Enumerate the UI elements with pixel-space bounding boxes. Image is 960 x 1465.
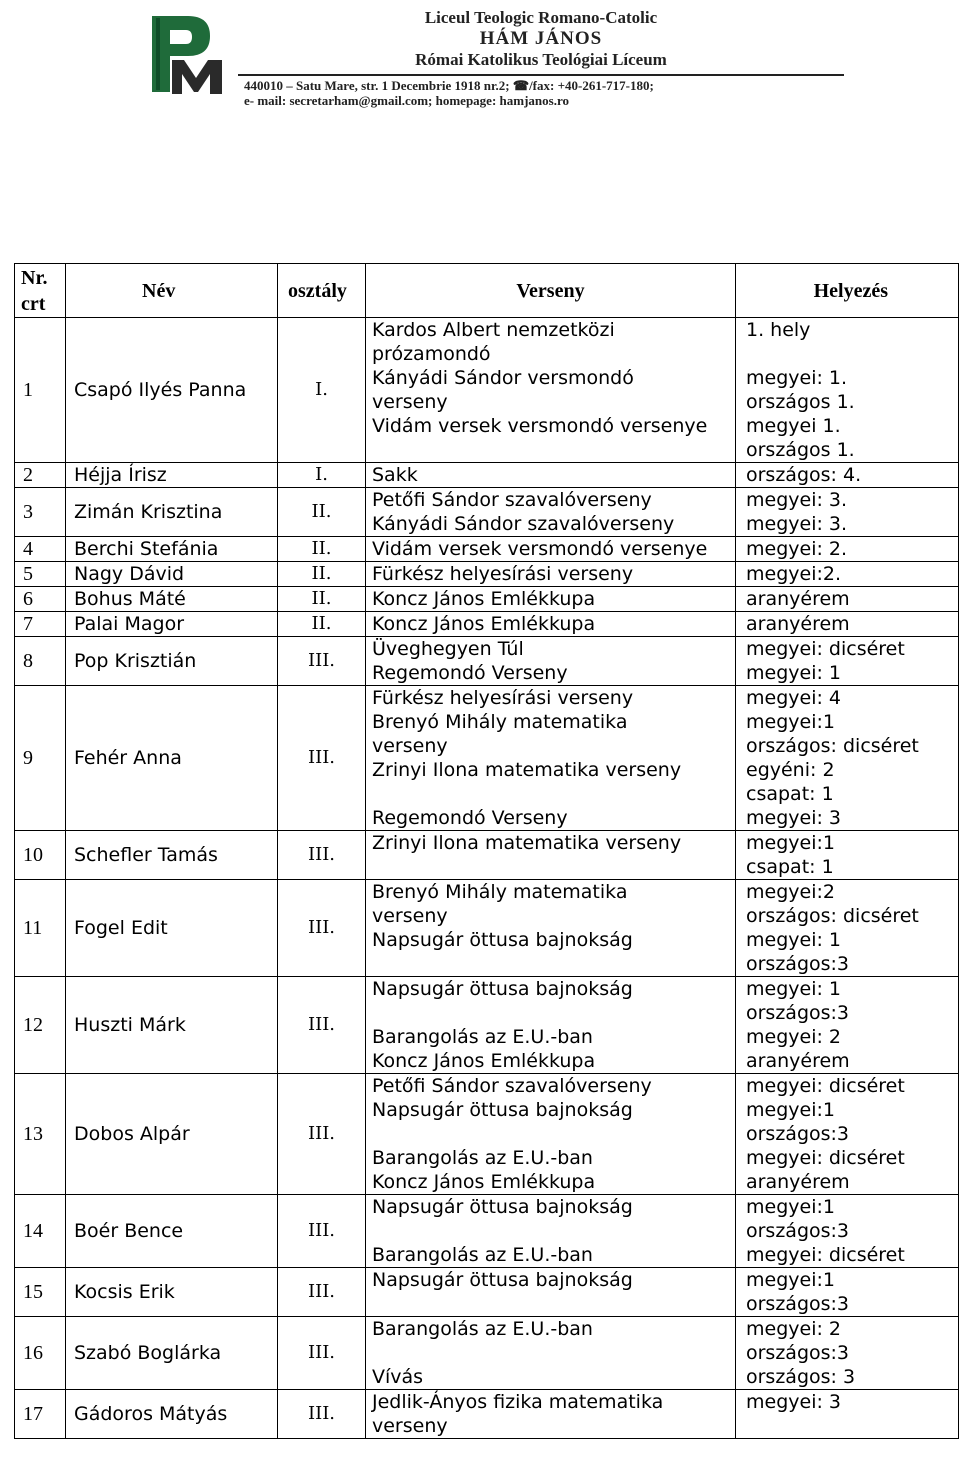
row-number: 3 (15, 488, 66, 537)
class-level: III. (278, 686, 366, 831)
placement-line: aranyérem (746, 588, 850, 610)
competition-line: Regemondó Verseny (372, 807, 568, 829)
competition-line: Koncz János Emlékkupa (372, 588, 596, 610)
placement-line: megyei:1 (746, 832, 835, 854)
competition-line: Zrinyi Ilona matematika verseny (372, 759, 682, 781)
row-number: 14 (15, 1195, 66, 1268)
placement-line: megyei: 2 (746, 1026, 841, 1048)
row-number: 13 (15, 1074, 66, 1195)
class-level: II. (278, 488, 366, 537)
placement-line: országos 1. (746, 439, 855, 461)
competition-line: Vívás (372, 1366, 424, 1388)
placement-cell (736, 1074, 959, 1195)
placement-line: országos:3 (746, 1293, 850, 1315)
school-name-hungarian: Római Katolikus Teológiai Líceum (415, 50, 667, 69)
class-level: III. (278, 637, 366, 686)
competition-cell (366, 880, 736, 977)
placement-line: megyei:2 (746, 881, 835, 903)
placement-cell (736, 1268, 959, 1317)
placement-line: csapat: 1 (746, 856, 834, 878)
row-number: 12 (15, 977, 66, 1074)
row-number: 2 (15, 463, 66, 488)
school-name-block (236, 8, 846, 108)
student-name: Palai Magor (66, 612, 278, 637)
header-nev: Név (66, 264, 278, 318)
competition-line: prózamondó (372, 343, 491, 365)
placement-line: megyei: dicséret (746, 1147, 905, 1169)
table-row (15, 587, 959, 612)
placement-line: megyei:1 (746, 1196, 835, 1218)
competition-line (372, 1122, 729, 1146)
competition-cell (366, 1317, 736, 1390)
placement-line: megyei: dicséret (746, 638, 905, 660)
competition-line: verseny (372, 391, 448, 413)
class-level: I. (278, 318, 366, 463)
placement-line: országos:3 (746, 1220, 850, 1242)
row-number: 4 (15, 537, 66, 562)
placement-cell (736, 880, 959, 977)
student-name: Nagy Dávid (66, 562, 278, 587)
placement-line: megyei: 2 (746, 1318, 841, 1340)
table-row (15, 1195, 959, 1268)
address-line: 440010 – Satu Mare, str. 1 Decembrie 1918 nr.2; ☎/fax: +40-261-717-180; (244, 78, 654, 93)
class-level: III. (278, 880, 366, 977)
student-name: Huszti Márk (66, 977, 278, 1074)
school-name: HÁM JÁNOS (479, 28, 603, 49)
competition-line: Brenyó Mihály matematika (372, 881, 628, 903)
placement-line: egyéni: 2 (746, 759, 835, 781)
placement-cell (736, 463, 959, 488)
competition-line: Koncz János Emlékkupa (372, 613, 596, 635)
competition-line: Koncz János Emlékkupa (372, 1050, 596, 1072)
header-helyezes: Helyezés (736, 264, 959, 318)
competition-line: Koncz János Emlékkupa (372, 1171, 596, 1193)
class-level: I. (278, 463, 366, 488)
competition-line: Napsugár öttusa bajnokság (372, 929, 633, 951)
header-osztaly: osztály (278, 264, 366, 318)
class-level: II. (278, 587, 366, 612)
placement-line: megyei: 1 (746, 929, 841, 951)
competition-line: Napsugár öttusa bajnokság (372, 978, 633, 1000)
table-row (15, 1074, 959, 1195)
competition-cell (366, 1074, 736, 1195)
competition-cell (366, 612, 736, 637)
student-name: Csapó Ilyés Panna (66, 318, 278, 463)
row-number: 9 (15, 686, 66, 831)
class-level: III. (278, 1074, 366, 1195)
placement-line: megyei:1 (746, 1099, 835, 1121)
row-number: 11 (15, 880, 66, 977)
competition-cell (366, 318, 736, 463)
competition-line: Vidám versek versmondó versenye (372, 538, 708, 560)
student-name: Héjja Írisz (66, 463, 278, 488)
class-level: III. (278, 1268, 366, 1317)
placement-line: országos: 3 (746, 1366, 856, 1388)
placement-cell (736, 637, 959, 686)
letterhead (0, 0, 960, 120)
competition-cell (366, 463, 736, 488)
competition-cell (366, 1268, 736, 1317)
competition-line: Barangolás az E.U.-ban (372, 1147, 593, 1169)
competition-cell (366, 587, 736, 612)
placement-line: aranyérem (746, 1171, 850, 1193)
competition-cell (366, 537, 736, 562)
class-level: II. (278, 562, 366, 587)
competition-cell (366, 1195, 736, 1268)
competition-line: Kardos Albert nemzetközi (372, 319, 615, 341)
competition-line (372, 1219, 729, 1243)
table-body (15, 318, 959, 1439)
competition-line (372, 782, 729, 806)
student-name: Zimán Krisztina (66, 488, 278, 537)
header-nr: Nr. crt (15, 264, 66, 318)
student-name: Szabó Boglárka (66, 1317, 278, 1390)
student-name: Schefler Tamás (66, 831, 278, 880)
row-number: 7 (15, 612, 66, 637)
placement-line: megyei:2. (746, 563, 841, 585)
student-name: Pop Krisztián (66, 637, 278, 686)
row-number: 8 (15, 637, 66, 686)
table-row (15, 537, 959, 562)
placement-line: megyei:1 (746, 711, 835, 733)
class-level: III. (278, 1317, 366, 1390)
competition-line (372, 1341, 729, 1365)
row-number: 16 (15, 1317, 66, 1390)
competition-line: verseny (372, 1415, 448, 1437)
placement-line: megyei: 3 (746, 807, 841, 829)
competition-line (372, 1001, 729, 1025)
placement-line: megyei: 4 (746, 687, 841, 709)
contact-info (236, 78, 846, 108)
placement-cell (736, 587, 959, 612)
student-name: Gádoros Mátyás (66, 1390, 278, 1439)
competition-line: Regemondó Verseny (372, 662, 568, 684)
placement-line: országos:3 (746, 1002, 850, 1024)
table-row (15, 318, 959, 463)
placement-line: megyei: dicséret (746, 1244, 905, 1266)
table-row (15, 488, 959, 537)
placement-line: megyei: 3. (746, 489, 848, 511)
table-row (15, 686, 959, 831)
school-logo-icon (138, 8, 230, 100)
competition-line: Napsugár öttusa bajnokság (372, 1196, 633, 1218)
table-row (15, 977, 959, 1074)
row-number: 1 (15, 318, 66, 463)
competition-line: Napsugár öttusa bajnokság (372, 1269, 633, 1291)
placement-line: megyei: 3. (746, 513, 848, 535)
competition-line: Fürkész helyesírási verseny (372, 687, 634, 709)
competition-cell (366, 562, 736, 587)
placement-line: aranyérem (746, 1050, 850, 1072)
header-divider (238, 74, 844, 76)
competition-line: Fürkész helyesírási verseny (372, 563, 634, 585)
class-level: II. (278, 537, 366, 562)
competition-line: Kányádi Sándor versmondó (372, 367, 634, 389)
placement-line: megyei: 1 (746, 978, 841, 1000)
placement-line: megyei: dicséret (746, 1075, 905, 1097)
table-row (15, 880, 959, 977)
competition-cell (366, 1390, 736, 1439)
class-level: III. (278, 1390, 366, 1439)
placement-cell (736, 686, 959, 831)
placement-line: országos 1. (746, 391, 855, 413)
email-line: e- mail: secretarham@gmail.com; homepage: hamjanos.ro (244, 93, 569, 108)
student-name: Kocsis Erik (66, 1268, 278, 1317)
competition-line: Zrinyi Ilona matematika verseny (372, 832, 682, 854)
row-number: 17 (15, 1390, 66, 1439)
table-row (15, 612, 959, 637)
class-level: III. (278, 831, 366, 880)
competition-line: Barangolás az E.U.-ban (372, 1026, 593, 1048)
placement-cell (736, 977, 959, 1074)
table-row (15, 1317, 959, 1390)
competition-line: Vidám versek versmondó versenye (372, 415, 708, 437)
competition-line: Brenyó Mihály matematika (372, 711, 628, 733)
competition-line: Jedlik-Ányos fizika matematika (372, 1391, 664, 1413)
competition-line: Petőfi Sándor szavalóverseny (372, 1075, 652, 1097)
placement-line: megyei: 1 (746, 662, 841, 684)
row-number: 15 (15, 1268, 66, 1317)
table-row (15, 1268, 959, 1317)
table-row (15, 1390, 959, 1439)
table-row (15, 562, 959, 587)
row-number: 5 (15, 562, 66, 587)
competition-line: verseny (372, 735, 448, 757)
placement-line: megyei: 2. (746, 538, 848, 560)
school-name-romanian: Liceul Teologic Romano-Catolic (424, 8, 658, 27)
student-name: Boér Bence (66, 1195, 278, 1268)
placement-line (746, 342, 952, 366)
row-number: 10 (15, 831, 66, 880)
placement-cell (736, 318, 959, 463)
competition-cell (366, 488, 736, 537)
table-row (15, 831, 959, 880)
placement-cell (736, 537, 959, 562)
placement-line: országos:3 (746, 1342, 850, 1364)
table-row (15, 637, 959, 686)
class-level: II. (278, 612, 366, 637)
placement-line: megyei: 3 (746, 1391, 841, 1413)
placement-cell (736, 1390, 959, 1439)
competition-line: Sakk (372, 464, 418, 486)
placement-line: országos: dicséret (746, 735, 919, 757)
class-level: III. (278, 1195, 366, 1268)
placement-line: aranyérem (746, 613, 850, 635)
competition-line: Barangolás az E.U.-ban (372, 1318, 593, 1340)
placement-line: országos: dicséret (746, 905, 919, 927)
results-table (14, 263, 959, 1439)
student-name: Berchi Stefánia (66, 537, 278, 562)
student-name: Fehér Anna (66, 686, 278, 831)
competition-line: Petőfi Sándor szavalóverseny (372, 489, 652, 511)
competition-line: Üveghegyen Túl (372, 638, 524, 660)
placement-cell (736, 562, 959, 587)
competition-cell (366, 637, 736, 686)
placement-line: országos:3 (746, 953, 850, 975)
placement-cell (736, 1317, 959, 1390)
competition-cell (366, 831, 736, 880)
competition-line: Kányádi Sándor szavalóverseny (372, 513, 675, 535)
competition-line: Barangolás az E.U.-ban (372, 1244, 593, 1266)
competition-cell (366, 977, 736, 1074)
placement-cell (736, 1195, 959, 1268)
placement-line: csapat: 1 (746, 783, 834, 805)
placement-cell (736, 831, 959, 880)
placement-line: országos:3 (746, 1123, 850, 1145)
placement-line: megyei: 1. (746, 367, 848, 389)
placement-line: megyei 1. (746, 415, 841, 437)
student-name: Fogel Edit (66, 880, 278, 977)
placement-cell (736, 612, 959, 637)
class-level: III. (278, 977, 366, 1074)
student-name: Dobos Alpár (66, 1074, 278, 1195)
row-number: 6 (15, 587, 66, 612)
header-verseny: Verseny (366, 264, 736, 318)
placement-line: országos: 4. (746, 464, 862, 486)
placement-line: 1. hely (746, 319, 811, 341)
competition-cell (366, 686, 736, 831)
table-row (15, 463, 959, 488)
student-name: Bohus Máté (66, 587, 278, 612)
competition-line: Napsugár öttusa bajnokság (372, 1099, 633, 1121)
placement-line: megyei:1 (746, 1269, 835, 1291)
table-header-row (15, 264, 959, 318)
placement-cell (736, 488, 959, 537)
competition-line: verseny (372, 905, 448, 927)
